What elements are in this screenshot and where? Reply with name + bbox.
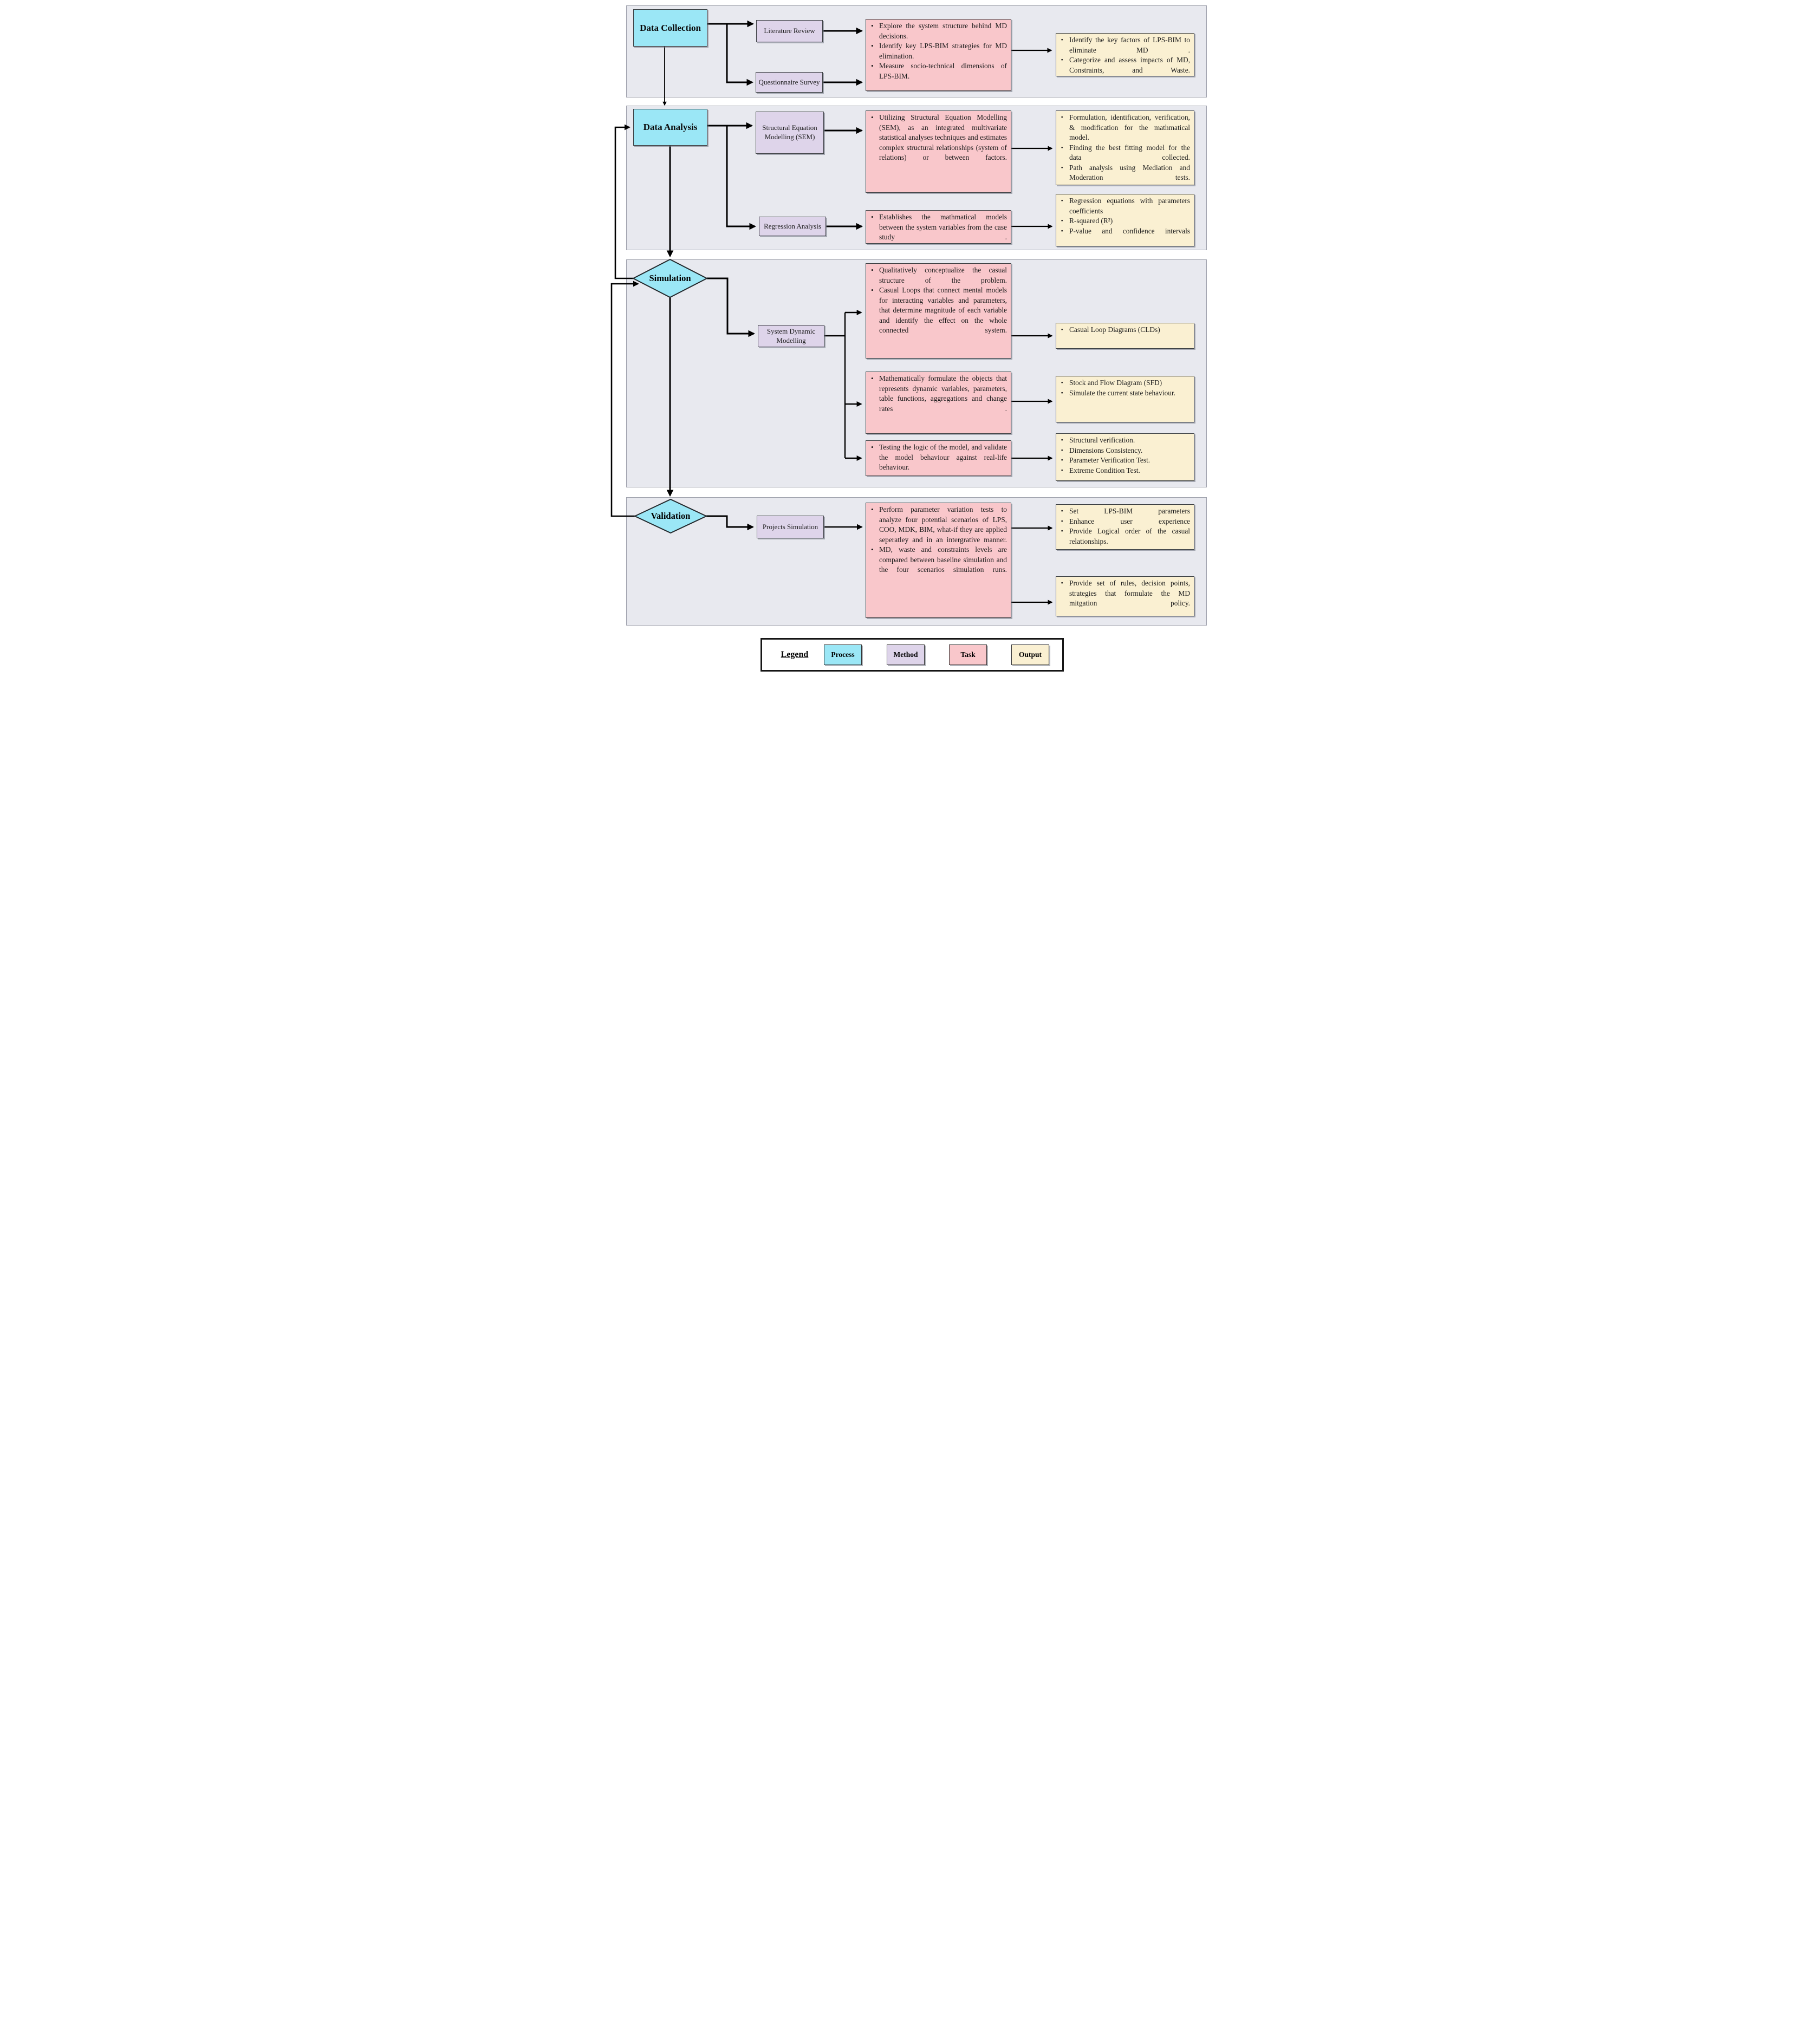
task-bullet-icon: • bbox=[871, 62, 874, 70]
output-text: Enhance user experience bbox=[1069, 517, 1190, 525]
bullet-item bbox=[1056, 113, 1194, 143]
task-text: Establishes the mathmatical models between the system variables from the case study . bbox=[879, 213, 1007, 241]
output-text: Formulation, identification, verification, & modification for the mathmatical model. bbox=[1069, 113, 1190, 141]
task-text: Identify key LPS-BIM strategies for MD elimination. bbox=[879, 42, 1007, 60]
task-bullet-icon: • bbox=[871, 42, 874, 50]
output-bullet-icon: ▪ bbox=[1061, 57, 1063, 63]
task-bullet-icon: • bbox=[871, 22, 874, 30]
process-data-collection bbox=[633, 9, 707, 47]
output-box-6 bbox=[1056, 433, 1194, 481]
task-bullet-icon: • bbox=[871, 374, 874, 382]
arrow-simulation-to-sdm bbox=[707, 278, 754, 334]
bullet-item bbox=[1056, 378, 1194, 388]
feedback-validation-to-simulation bbox=[612, 284, 638, 516]
bullet-item bbox=[1056, 143, 1194, 163]
output-box-5 bbox=[1056, 376, 1194, 422]
output-bullet-icon: ▪ bbox=[1061, 198, 1063, 204]
task-box-7 bbox=[866, 503, 1011, 618]
method-sem bbox=[756, 112, 824, 154]
bullet-item bbox=[1056, 196, 1194, 216]
task-text: Testing the logic of the model, and validate the model behaviour against real-life behaviour. bbox=[879, 443, 1007, 471]
output-bullet-icon: ▪ bbox=[1061, 390, 1063, 396]
process-label: Simulation bbox=[649, 273, 691, 283]
legend-swatch-process: Process bbox=[824, 644, 862, 665]
method-regression-analysis bbox=[759, 217, 826, 236]
task-text: Perform parameter variation tests to analyze four potential scenarios of LPS, COO, MDK, BIM, what-if they are applied seperatley and in an intergrative manner. bbox=[879, 505, 1007, 544]
output-bullet-icon: ▪ bbox=[1061, 327, 1063, 333]
bullet-item bbox=[866, 212, 1011, 243]
output-bullet-icon: ▪ bbox=[1061, 447, 1063, 453]
bullet-item bbox=[1056, 325, 1194, 335]
output-text: Dimensions Consistency. bbox=[1069, 446, 1143, 454]
bullet-item bbox=[1056, 163, 1194, 183]
output-bullet-icon: ▪ bbox=[1061, 458, 1063, 463]
method-label: Projects Simulation bbox=[762, 522, 818, 531]
output-bullet-icon: ▪ bbox=[1061, 37, 1063, 43]
task-bullet-icon: • bbox=[871, 545, 874, 554]
legend-swatch-method: Method bbox=[887, 644, 925, 665]
output-bullet-icon: ▪ bbox=[1061, 518, 1063, 524]
output-bullet-icon: ▪ bbox=[1061, 165, 1063, 171]
feedback-simulation-to-da bbox=[615, 127, 633, 278]
method-label: Structural Equation Modelling (SEM) bbox=[762, 123, 817, 141]
output-bullet-icon: ▪ bbox=[1061, 145, 1063, 151]
task-text: MD, waste and constraints levels are compared between baseline simulation and the four scenarios simulation runs. bbox=[879, 545, 1007, 574]
bullet-item bbox=[866, 374, 1011, 414]
bullet-item bbox=[1056, 435, 1194, 446]
task-text: Measure socio-technical dimensions of LPS-BIM. bbox=[879, 62, 1007, 80]
method-label: System Dynamic Modelling bbox=[766, 327, 816, 344]
method-projects-simulation bbox=[757, 516, 824, 538]
method-system-dynamic-modelling bbox=[758, 325, 824, 347]
bullet-item bbox=[866, 113, 1011, 163]
bullet-item bbox=[1056, 466, 1194, 476]
output-text: Structural verification. bbox=[1069, 436, 1135, 444]
bullet-item bbox=[866, 41, 1011, 61]
output-box-2 bbox=[1056, 110, 1194, 185]
task-text: Explore the system structure behind MD decisions. bbox=[879, 22, 1007, 40]
output-text: Simulate the current state behaviour. bbox=[1069, 388, 1175, 397]
output-text: Extreme Condition Test. bbox=[1069, 466, 1140, 474]
method-label: Regression Analysis bbox=[764, 222, 821, 230]
bullet-item bbox=[866, 21, 1011, 41]
process-label: Data Analysis bbox=[643, 122, 698, 132]
bullet-item bbox=[1056, 388, 1194, 399]
bullet-item bbox=[1056, 517, 1194, 527]
bullet-item bbox=[1056, 226, 1194, 237]
bullet-item bbox=[866, 545, 1011, 575]
output-bullet-icon: ▪ bbox=[1061, 228, 1063, 234]
method-literature-review bbox=[756, 20, 823, 42]
task-box-2 bbox=[866, 110, 1011, 193]
bullet-item bbox=[866, 442, 1011, 473]
output-text: Finding the best fitting model for the data collected. bbox=[1069, 143, 1190, 161]
method-questionnaire-survey bbox=[756, 72, 823, 93]
output-bullet-icon: ▪ bbox=[1061, 380, 1063, 386]
task-box-4 bbox=[866, 263, 1011, 359]
output-bullet-icon: ▪ bbox=[1061, 509, 1063, 514]
task-bullet-icon: • bbox=[871, 213, 874, 221]
bullet-item bbox=[1056, 55, 1194, 75]
legend-swatch-output: Output bbox=[1011, 644, 1049, 665]
output-text: Regression equations with parameters coefficients bbox=[1069, 197, 1190, 215]
arrow-dc-to-questionnaire bbox=[727, 24, 752, 82]
output-bullet-icon: ▪ bbox=[1061, 218, 1063, 224]
output-bullet-icon: ▪ bbox=[1061, 115, 1063, 120]
task-bullet-icon: • bbox=[871, 443, 874, 451]
bullet-item bbox=[866, 505, 1011, 545]
output-text: Stock and Flow Diagram (SFD) bbox=[1069, 379, 1162, 387]
task-bullet-icon: • bbox=[871, 266, 874, 274]
method-label: Literature Review bbox=[764, 27, 815, 35]
task-bullet-icon: • bbox=[871, 286, 874, 294]
process-label: Data Collection bbox=[640, 22, 701, 33]
process-label: Validation bbox=[651, 511, 691, 521]
output-box-7 bbox=[1056, 504, 1194, 550]
bullet-item bbox=[1056, 578, 1194, 609]
task-box-5 bbox=[866, 372, 1011, 434]
flowchart-canvas bbox=[607, 0, 1213, 675]
bullet-item bbox=[1056, 526, 1194, 546]
output-text: Identify the key factors of LPS-BIM to eliminate MD . bbox=[1069, 36, 1190, 54]
bullet-item bbox=[866, 285, 1011, 336]
output-text: Casual Loop Diagrams (CLDs) bbox=[1069, 325, 1160, 334]
process-data-analysis bbox=[633, 109, 707, 146]
task-bullet-icon: • bbox=[871, 113, 874, 121]
output-text: Set LPS-BIM parameters bbox=[1069, 507, 1190, 515]
output-box-8 bbox=[1056, 576, 1194, 616]
bullet-item bbox=[1056, 446, 1194, 456]
output-box-1 bbox=[1056, 33, 1194, 76]
legend-swatch-task: Task bbox=[949, 644, 987, 665]
task-text: Utilizing Structural Equation Modelling (SEM), as an integrated multivariate statistical analyses techniques and estimates complex structural relationships (system of relations) or between factors. bbox=[879, 113, 1007, 161]
output-bullet-icon: ▪ bbox=[1061, 438, 1063, 443]
bullet-item bbox=[866, 265, 1011, 285]
legend-title: Legend bbox=[781, 650, 809, 659]
bullet-item bbox=[1056, 216, 1194, 226]
output-bullet-icon: ▪ bbox=[1061, 581, 1063, 586]
legend bbox=[760, 638, 1064, 672]
output-box-3 bbox=[1056, 194, 1194, 246]
output-text: Path analysis using Mediation and Moderation tests. bbox=[1069, 163, 1190, 181]
output-box-4 bbox=[1056, 323, 1194, 349]
process-validation bbox=[635, 499, 706, 533]
output-text: P-value and confidence intervals bbox=[1069, 226, 1190, 235]
task-bullet-icon: • bbox=[871, 505, 874, 513]
output-text: Provide set of rules, decision points, strategies that formulate the MD mitgation policy. bbox=[1069, 579, 1190, 607]
bullet-item bbox=[1056, 455, 1194, 466]
task-text: Mathematically formulate the objects that represents dynamic variables, parameters, table functions, aggregations and change rates . bbox=[879, 374, 1007, 413]
output-text: Provide Logical order of the casual relationships. bbox=[1069, 527, 1190, 545]
bullet-item bbox=[1056, 506, 1194, 517]
method-label: Questionnaire Survey bbox=[758, 77, 820, 86]
task-box-1 bbox=[866, 19, 1011, 91]
bullet-item bbox=[1056, 35, 1194, 55]
arrow-validation-to-projects-sim bbox=[706, 516, 753, 527]
output-text: R-squared (R²) bbox=[1069, 217, 1113, 225]
task-box-3 bbox=[866, 210, 1011, 244]
output-bullet-icon: ▪ bbox=[1061, 529, 1063, 534]
arrow-da-to-regression bbox=[727, 126, 755, 226]
output-text: Categorize and assess impacts of MD, Constraints, and Waste. bbox=[1069, 56, 1190, 74]
task-text: Qualitatively conceptualize the casual structure of the problem. bbox=[879, 266, 1007, 284]
output-text: Parameter Verification Test. bbox=[1069, 456, 1150, 464]
output-bullet-icon: ▪ bbox=[1061, 467, 1063, 473]
task-text: Casual Loops that connect mental models for interacting variables and parameters, that determine magnitude of each variable and identify the effect on the whole connected system. bbox=[879, 286, 1007, 334]
bullet-item bbox=[866, 61, 1011, 81]
process-simulation bbox=[633, 259, 707, 297]
task-box-6 bbox=[866, 440, 1011, 476]
